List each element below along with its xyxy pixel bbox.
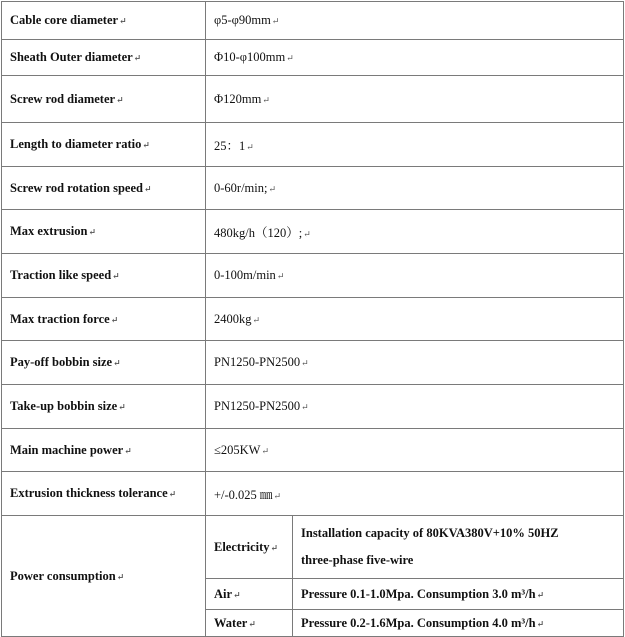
air-label: Air↵ xyxy=(206,579,293,610)
paragraph-mark-icon: ↵ xyxy=(88,227,96,237)
paragraph-mark-icon: ↵ xyxy=(271,16,280,26)
table-row xyxy=(2,472,624,516)
air-value: Pressure 0.1-1.0Mpa. Consumption 3.0 m³/h↵ xyxy=(293,579,624,610)
electricity-label: Electricity↵ xyxy=(206,516,293,579)
row-label: Take-up bobbin size↵ xyxy=(2,385,206,429)
row-label: Screw rod rotation speed↵ xyxy=(2,167,206,210)
table-row xyxy=(2,429,624,472)
row-label: Pay-off bobbin size↵ xyxy=(2,341,206,385)
electricity-line-2: three-phase five-wire xyxy=(301,553,414,567)
table-row xyxy=(2,254,624,298)
row-label: Sheath Outer diameter↵ xyxy=(2,40,206,76)
paragraph-mark-icon: ↵ xyxy=(116,571,125,582)
row-value: 0-60r/min;↵ xyxy=(206,167,624,210)
paragraph-mark-icon: ↵ xyxy=(248,618,256,629)
row-label: Max traction force↵ xyxy=(2,298,206,341)
paragraph-mark-icon: ↵ xyxy=(246,141,254,152)
paragraph-mark-icon: ↵ xyxy=(268,183,277,194)
spec-table xyxy=(1,1,624,637)
row-value: +/-0.025 ㎜↵ xyxy=(206,472,624,516)
row-value: 25：1↵ xyxy=(206,123,624,167)
paragraph-mark-icon: ↵ xyxy=(113,358,121,368)
row-value: Φ10-φ100mm↵ xyxy=(206,40,624,76)
row-value: ≤205KW↵ xyxy=(206,429,624,472)
paragraph-mark-icon: ↵ xyxy=(233,589,241,600)
paragraph-mark-icon: ↵ xyxy=(261,445,269,456)
paragraph-mark-icon: ↵ xyxy=(273,490,281,501)
power-consumption-label: Power consumption↵ xyxy=(2,516,206,637)
paragraph-mark-icon: ↵ xyxy=(270,542,279,553)
table-row xyxy=(2,385,624,429)
electricity-value xyxy=(293,516,624,579)
row-value: 480kg/h（120）;↵ xyxy=(206,210,624,254)
paragraph-mark-icon: ↵ xyxy=(252,314,261,325)
paragraph-mark-icon: ↵ xyxy=(116,94,124,105)
table-row xyxy=(2,167,624,210)
table-row xyxy=(2,40,624,76)
paragraph-mark-icon: ↵ xyxy=(262,94,270,105)
paragraph-mark-icon: ↵ xyxy=(301,358,309,368)
paragraph-mark-icon: ↵ xyxy=(286,53,294,63)
paragraph-mark-icon: ↵ xyxy=(118,402,126,412)
row-value: PN1250-PN2500↵ xyxy=(206,341,624,385)
paragraph-mark-icon: ↵ xyxy=(276,271,285,281)
row-label: Main machine power↵ xyxy=(2,429,206,472)
row-label: Extrusion thickness tolerance↵ xyxy=(2,472,206,516)
paragraph-mark-icon: ↵ xyxy=(142,140,150,150)
row-label: Max extrusion↵ xyxy=(2,210,206,254)
table-row xyxy=(2,76,624,123)
paragraph-mark-icon: ↵ xyxy=(133,53,142,63)
row-label: Traction like speed↵ xyxy=(2,254,206,298)
row-label: Cable core diameter↵ xyxy=(2,2,206,40)
table-row xyxy=(2,2,624,40)
power-electricity-row xyxy=(2,516,624,579)
paragraph-mark-icon: ↵ xyxy=(112,271,120,281)
paragraph-mark-icon: ↵ xyxy=(303,228,311,239)
electricity-line-1: Installation capacity of 80KVA380V+10% 50HZ xyxy=(301,526,559,540)
row-value: 0-100m/min↵ xyxy=(206,254,624,298)
table-row xyxy=(2,210,624,254)
table-row xyxy=(2,298,624,341)
paragraph-mark-icon: ↵ xyxy=(168,489,177,499)
paragraph-mark-icon: ↵ xyxy=(110,314,119,325)
paragraph-mark-icon: ↵ xyxy=(536,589,545,600)
row-value: φ5-φ90mm↵ xyxy=(206,2,624,40)
row-value: 2400kg↵ xyxy=(206,298,624,341)
table-row xyxy=(2,341,624,385)
paragraph-mark-icon: ↵ xyxy=(536,618,545,629)
table-row xyxy=(2,123,624,167)
spec-table-body xyxy=(2,2,624,637)
paragraph-mark-icon: ↵ xyxy=(301,402,309,412)
water-value: Pressure 0.2-1.6Mpa. Consumption 4.0 m³/h↵ xyxy=(293,610,624,637)
row-label: Screw rod diameter↵ xyxy=(2,76,206,123)
water-label: Water↵ xyxy=(206,610,293,637)
paragraph-mark-icon: ↵ xyxy=(124,445,132,456)
row-value: Φ120mm↵ xyxy=(206,76,624,123)
row-value: PN1250-PN2500↵ xyxy=(206,385,624,429)
row-label: Length to diameter ratio↵ xyxy=(2,123,206,167)
paragraph-mark-icon: ↵ xyxy=(119,16,127,26)
paragraph-mark-icon: ↵ xyxy=(143,183,152,194)
